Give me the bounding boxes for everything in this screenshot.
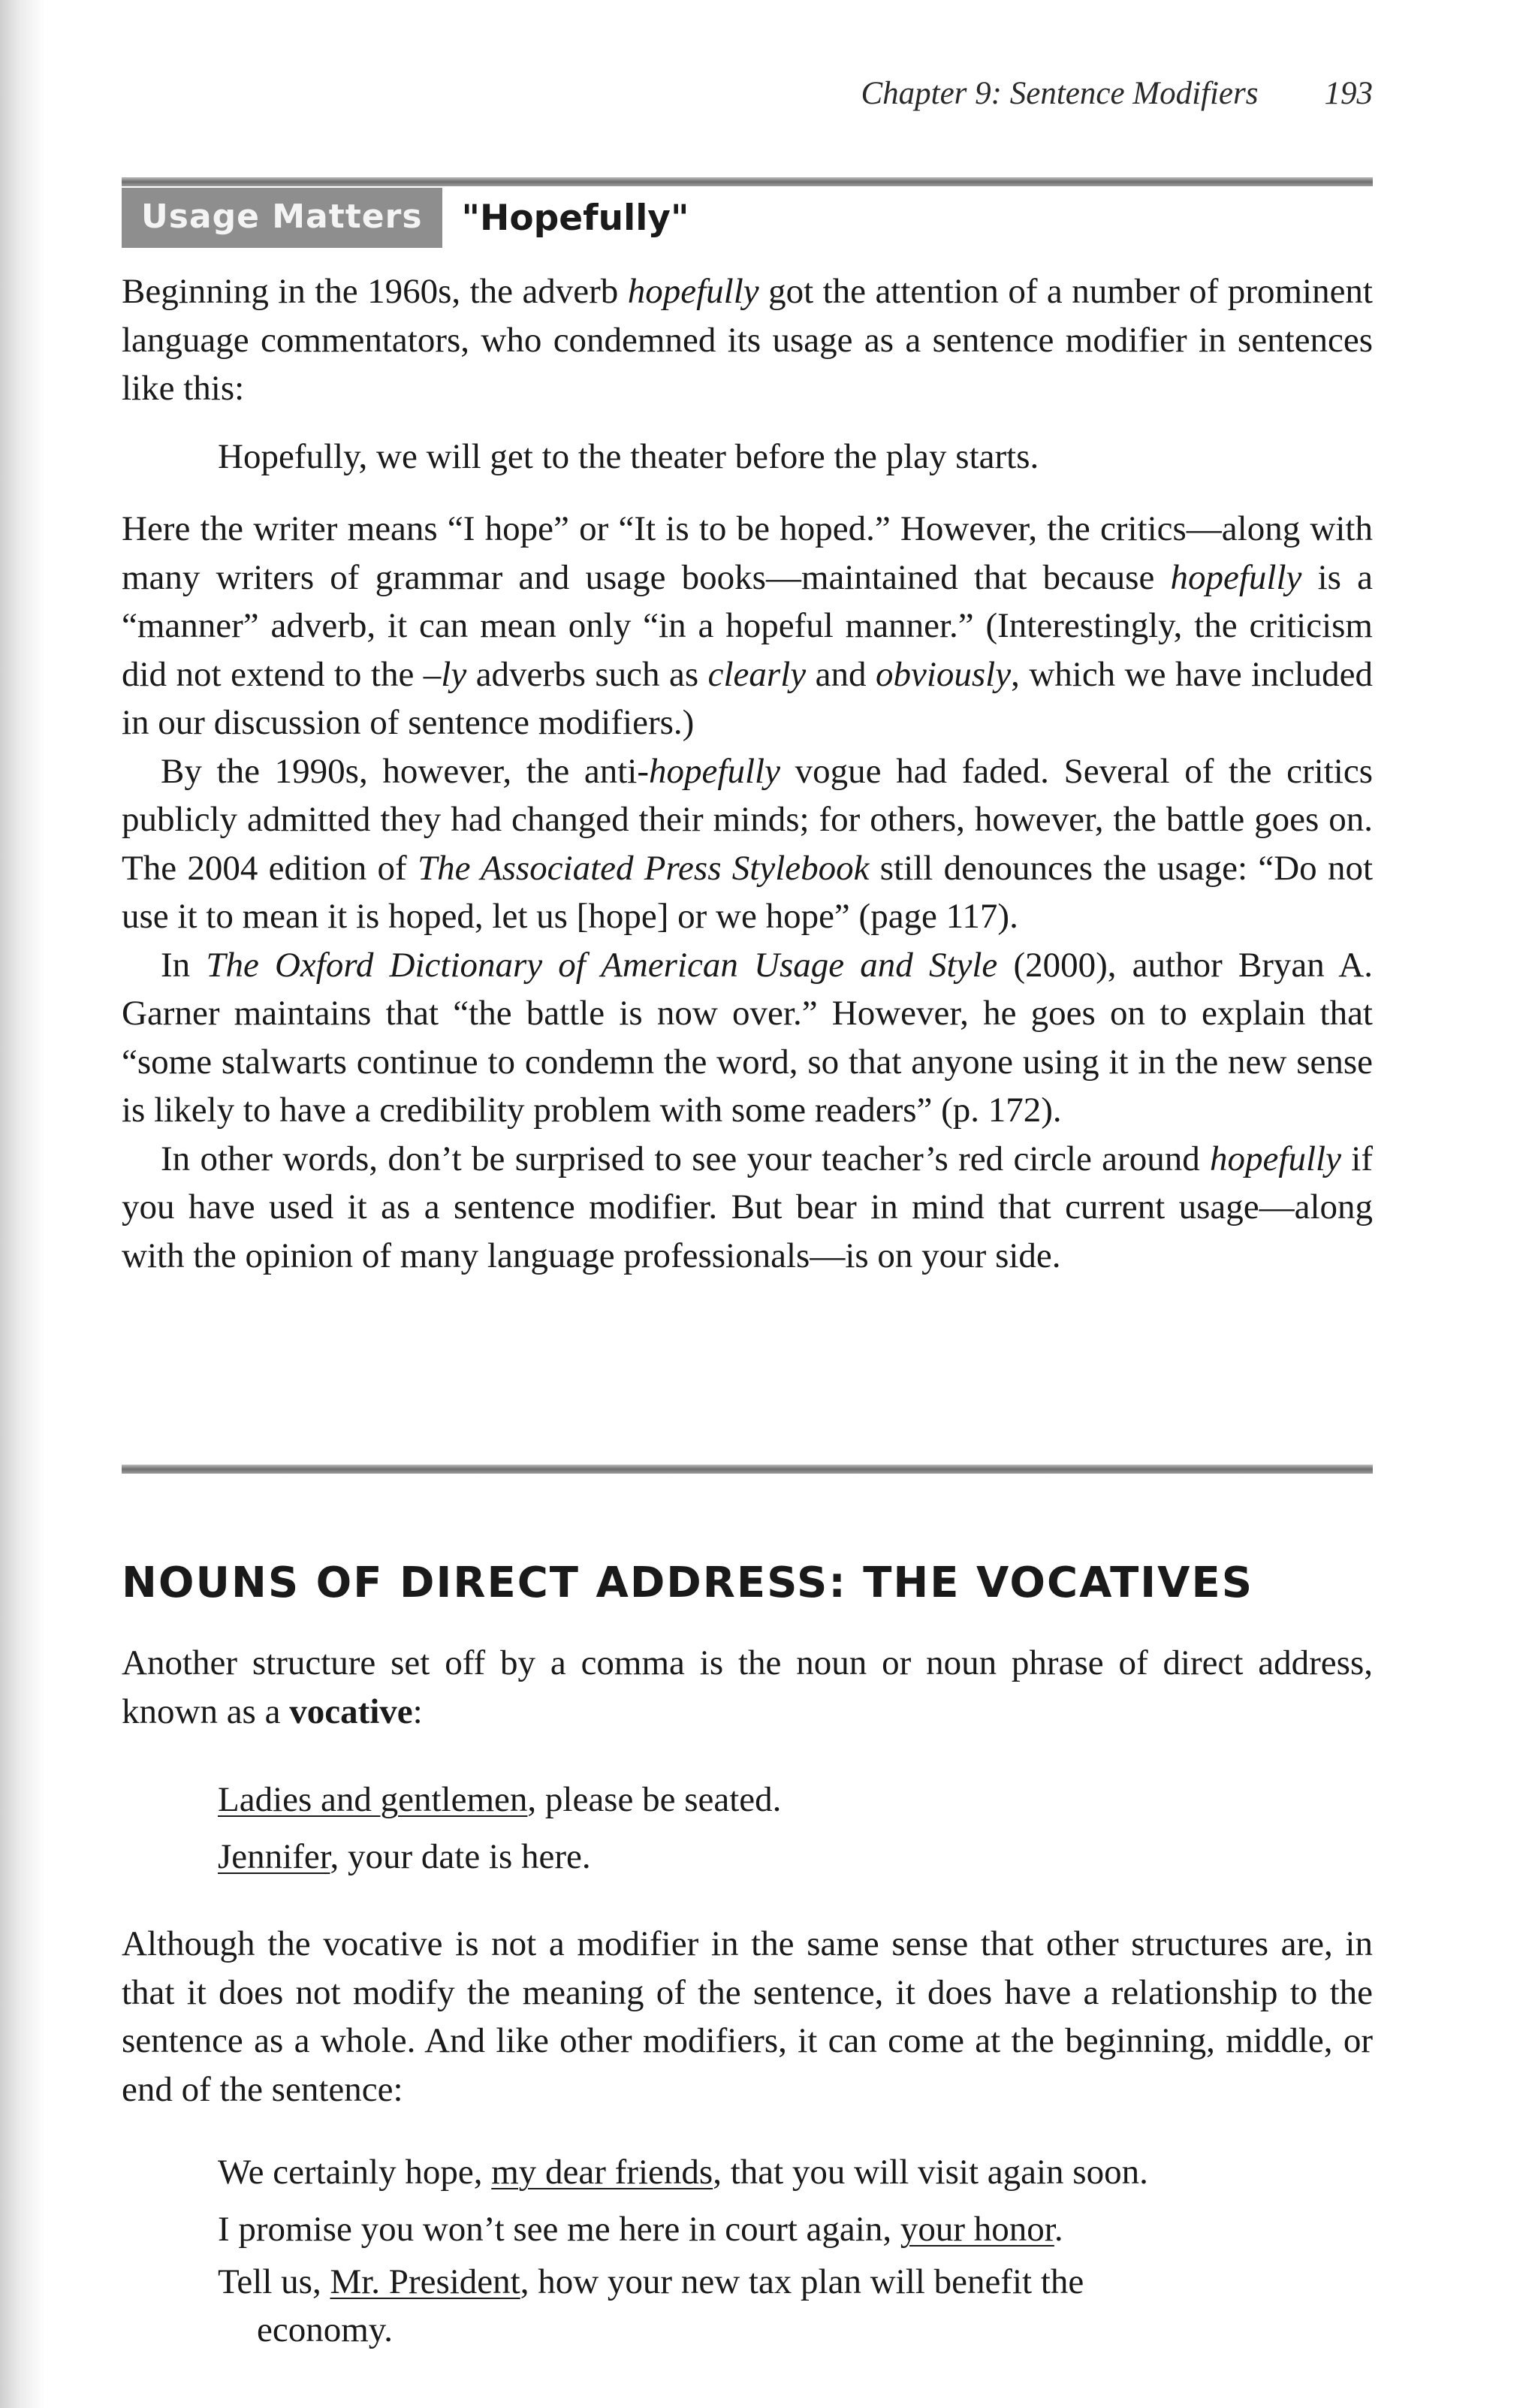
text-run: still denounces the usage: “Do not use it to mean it is hoped, let us [hope] or we hope” (page 117). [122,848,1373,936]
paragraph-text: Although the vocative is not a modifier in the same sense that other structures are, in that it does not modify the meaning of the sentence, it does have a relationship to the sentence as a whole. And like other modifiers, it can come at the beginning, middle, or end of the sentence: [122,1924,1373,2109]
vocative-examples-1 [122,1771,1373,1885]
section-paragraph-2 [122,1920,1373,2114]
text-run: , which we have included in our discussion of sentence modifiers.) [122,654,1373,742]
usage-example [122,428,1373,485]
text-run: , please be seated. [527,1780,782,1819]
emphasis-hopefully: hopefully [627,272,759,311]
usage-paragraph-5 [122,1135,1373,1281]
text-run: By the 1990s, however, the anti- [161,751,650,791]
example-sentence: Hopefully, we will get to the theater before the play starts. [218,437,1039,476]
emphasis-hopefully: hopefully [1210,1139,1341,1178]
usage-box-title: "Hopefully" [461,197,689,239]
text-run: if you have used it as a sentence modifier. But bear in mind that current usage—along with the opinion of many language professionals—is on your side. [122,1139,1373,1275]
text-run: and [806,654,876,694]
example-sentence [122,2258,1373,2354]
book-title-oxford-dictionary: The Oxford Dictionary of American Usage and Style [206,945,998,985]
binding-shadow [0,0,45,2408]
text-run: In [161,945,207,985]
bottom-rule [122,1465,1373,1474]
book-page [122,68,1373,2381]
top-rule [122,177,1373,186]
usage-paragraph-2 [122,505,1373,747]
usage-paragraph-3 [122,747,1373,941]
example-sentence [122,2201,1373,2258]
usage-matters-tag: Usage Matters [122,188,442,248]
section-heading-block [122,1559,1373,1607]
vocative-examples-2 [122,2144,1373,2354]
text-run: Beginning in the 1960s, the adverb [122,272,628,311]
vocative-underlined: my dear friends [491,2153,713,2192]
text-run: adverbs such as [466,654,708,694]
text-run: I promise you won’t see me here in court again, [218,2210,900,2249]
section-heading: NOUNS OF DIRECT ADDRESS: THE VOCATIVES [122,1559,1254,1607]
text-run: Another structure set off by a comma is the noun or noun phrase of direct address, known as a [122,1643,1373,1731]
emphasis-hopefully: hopefully [649,751,780,791]
text-run: , your date is here. [330,1837,591,1876]
text-run: . [1054,2210,1063,2249]
vocative-underlined: your honor [900,2210,1054,2249]
text-run: is a “manner” adverb, it can mean only “in a hopeful manner.” (Interestingly, the criticism did not extend to the [122,557,1373,694]
text-run: , that you will visit again soon. [713,2153,1148,2192]
vocative-underlined: Jennifer [218,1837,330,1876]
text-run: We certainly hope, [218,2153,492,2192]
emphasis-suffix: –ly [423,654,467,694]
emphasis-clearly: clearly [707,654,807,694]
term-vocative: vocative [289,1691,413,1731]
text-run: vogue had faded. Several of the critics publicly admitted they had changed their minds; for others, however, the battle goes on. The 2004 edition of [122,751,1373,888]
text-run: In other words, don’t be surprised to see your teacher’s red circle around [161,1139,1211,1178]
section-paragraph-1 [122,1639,1373,1736]
chapter-title: Chapter 9: Sentence Modifiers [861,76,1259,111]
usage-paragraph-4 [122,941,1373,1135]
example-sentence [122,1771,1373,1828]
book-title-ap-stylebook: The Associated Press Stylebook [417,848,870,888]
usage-box-header [122,188,689,248]
usage-paragraphs [122,505,1373,1280]
usage-paragraph-1 [122,267,1373,413]
emphasis-obviously: obviously [875,654,1012,694]
text-run: (2000), author Bryan A. Garner maintains that “the battle is now over.” However, he goes on to explain that “some stalwarts continue to condemn the word, so that anyone using it in the new sense is likely to have a credibility problem with some readers” (p. 172). [122,945,1373,1130]
text-run: , how your new tax plan will benefit the [520,2262,1084,2301]
text-run: Tell us, [218,2262,330,2301]
text-run: Here the writer means “I hope” or “It is to be hoped.” However, the critics—along with many writers of grammar and usage books—maintained that because [122,509,1373,597]
text-run: : [412,1691,423,1731]
emphasis-hopefully: hopefully [1170,557,1302,597]
example-sentence [122,2144,1373,2201]
page-number: 193 [1324,76,1373,111]
text-run-continuation: economy. [257,2310,393,2349]
running-header [861,75,1373,120]
vocative-underlined: Mr. President [330,2262,520,2301]
text-run: got the attention of a number of prominent language commentators, who condemned its usage as a sentence modifier in sentences like this: [122,272,1373,408]
vocative-underlined: Ladies and gentlemen [218,1780,528,1819]
example-sentence [122,1828,1373,1885]
